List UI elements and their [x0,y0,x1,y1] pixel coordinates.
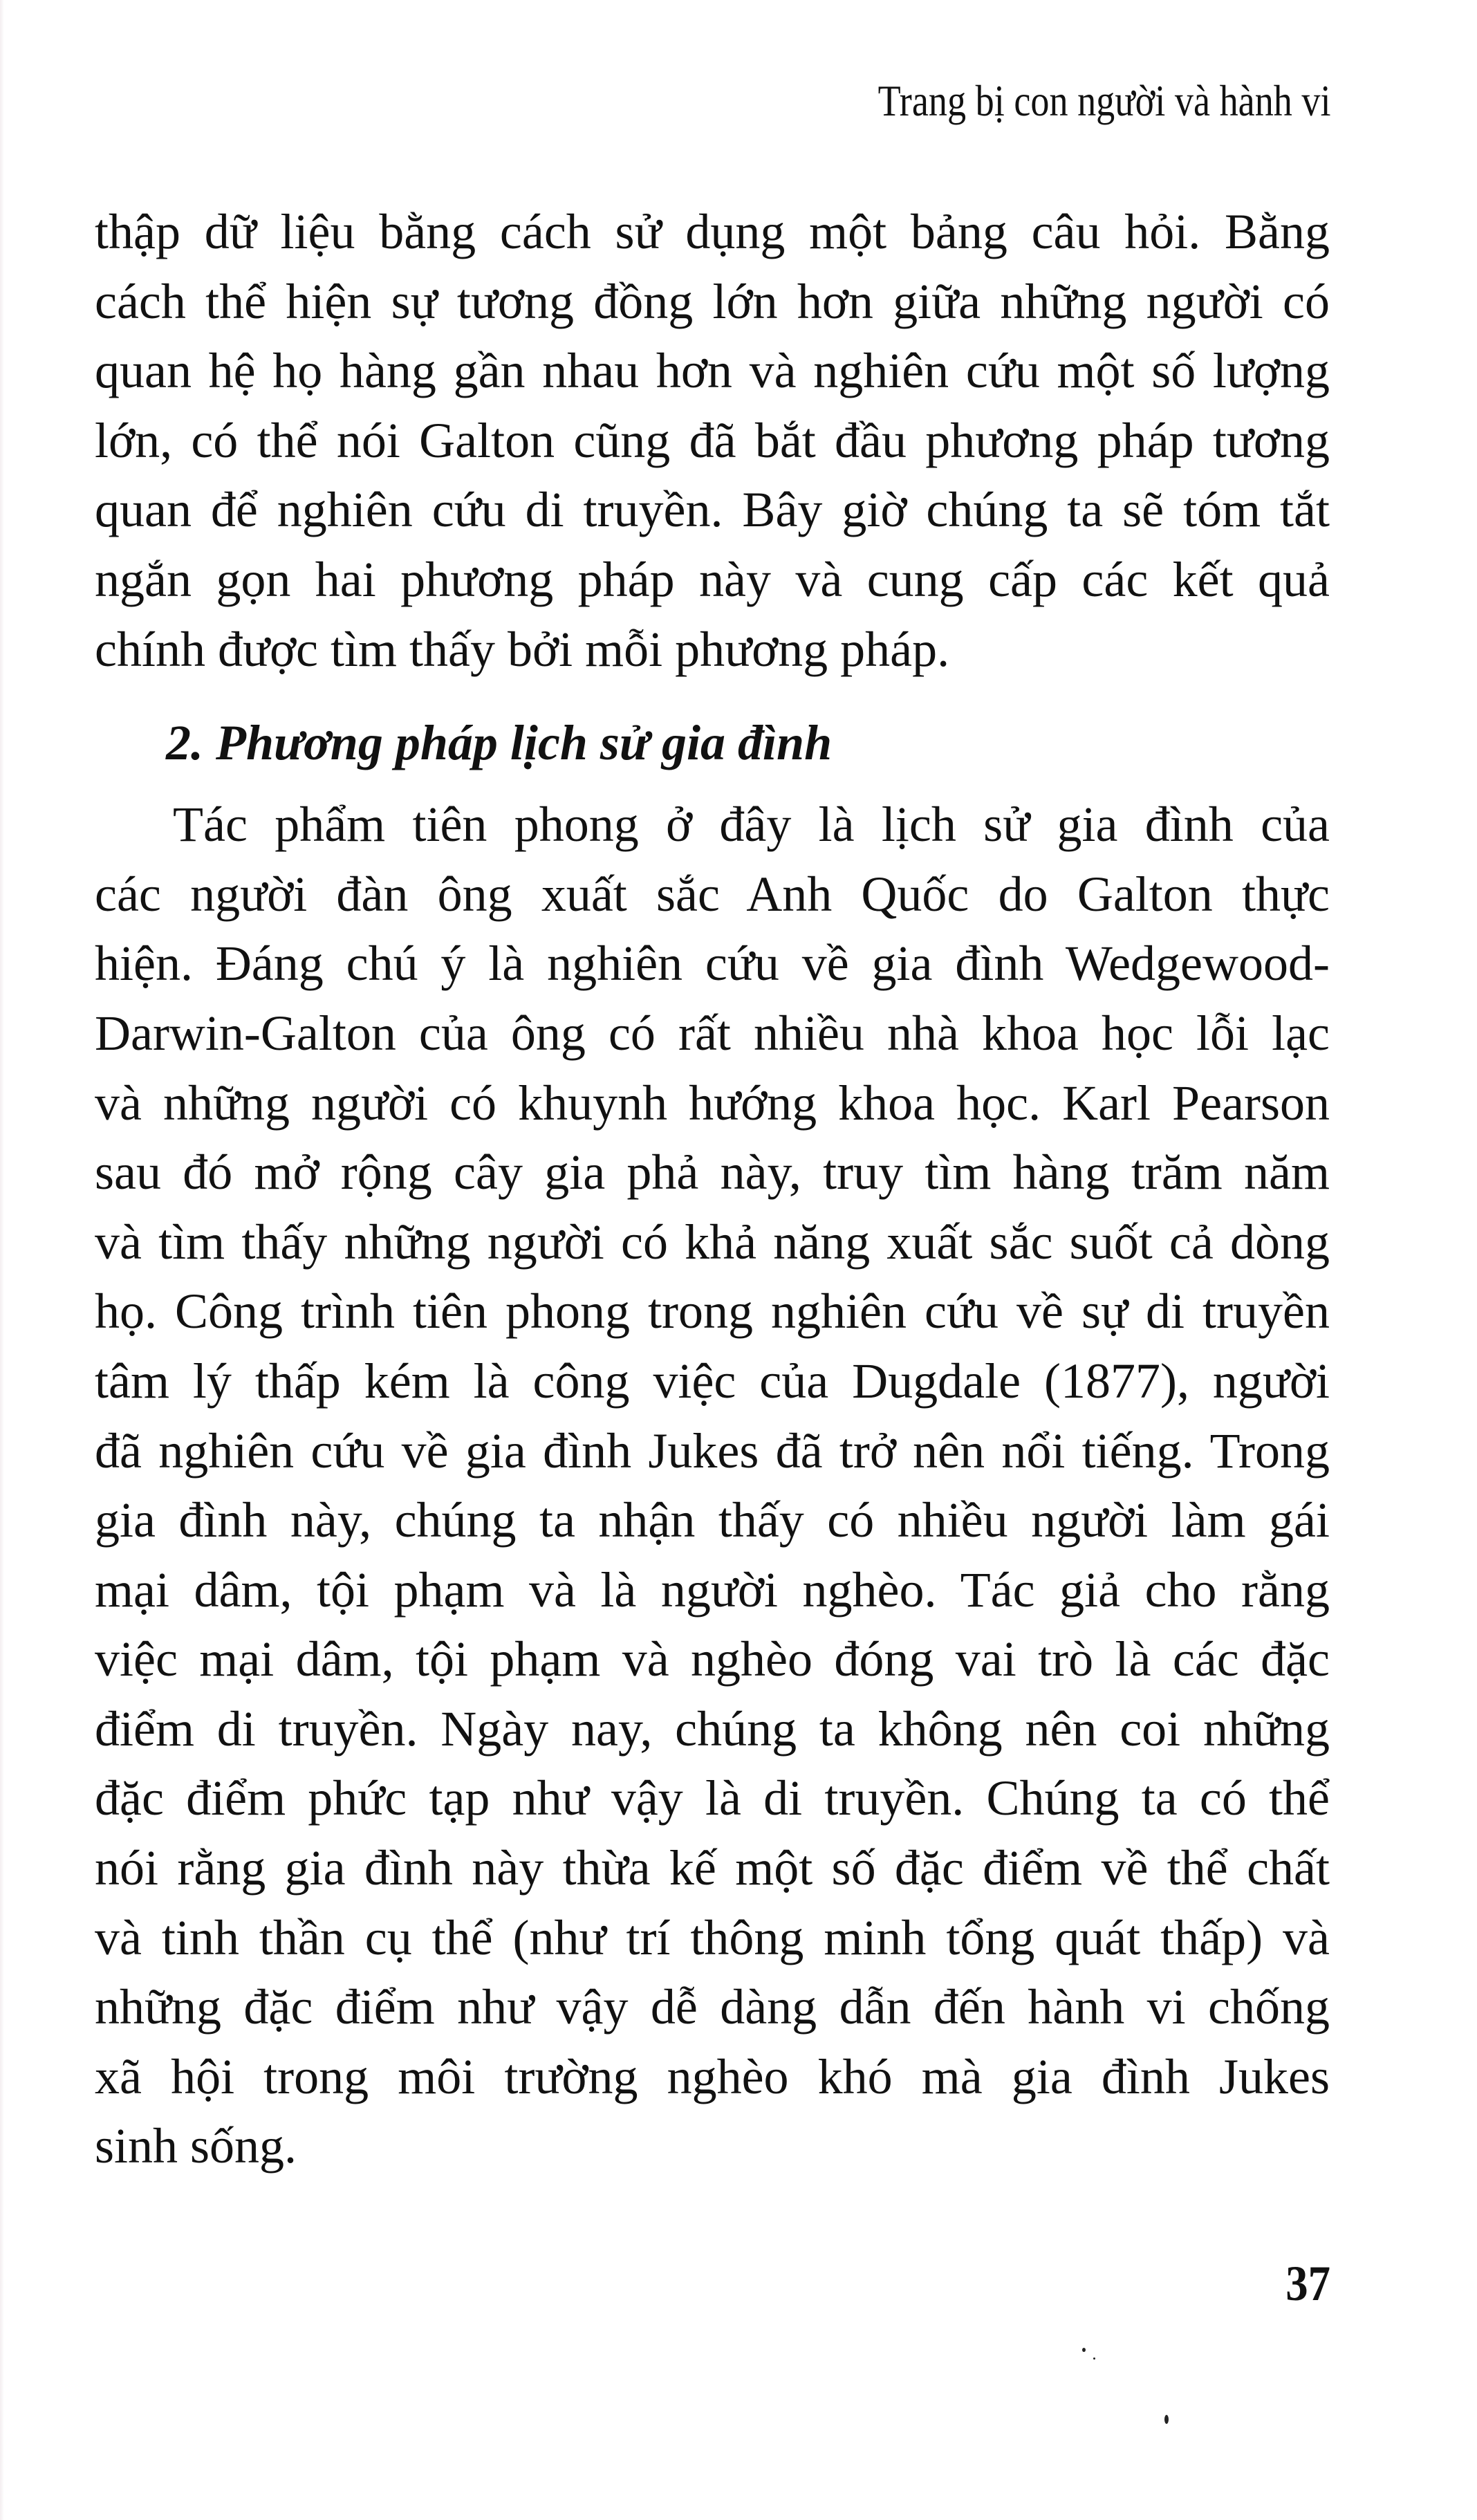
running-header: Trang bị con người và hành vi [878,77,1331,125]
text-line: họ. Công trình tiên phong trong nghiên cứu về sự di truyền [95,1284,1330,1340]
text-line: điểm di truyền. Ngày nay, chúng ta không nên coi những [95,1701,1330,1757]
text-line: hiện. Đáng chú ý là nghiên cứu về gia đình Wedgewood- [95,936,1330,992]
text-line: cách thể hiện sự tương đồng lớn hơn giữa những người có [95,273,1330,329]
scan-speck [1093,2357,1095,2360]
text-line: xã hội trong môi trường nghèo khó mà gia đình Jukes [95,2048,1330,2104]
text-line: lớn, có thể nói Galton cũng đã bắt đầu phương pháp tương [95,412,1330,468]
text-line: quan để nghiên cứu di truyền. Bây giờ chúng ta sẽ tóm tắt [95,482,1330,538]
text-line: và tìm thấy những người có khả năng xuất sắc suốt cả dòng [95,1214,1330,1270]
text-line: quan hệ họ hàng gần nhau hơn và nghiên cứu một số lượng [95,343,1330,399]
body-text [95,197,1330,2181]
text-line: nói rằng gia đình này thừa kế một số đặc điểm về thể chất [95,1840,1330,1896]
text-line: chính được tìm thấy bởi mỗi phương pháp. [95,621,950,677]
text-line: gia đình này, chúng ta nhận thấy có nhiều người làm gái [95,1492,1330,1548]
scan-speck [1164,2415,1169,2424]
scan-speck [1082,2348,1086,2352]
paragraph-1 [95,197,1330,684]
text-line: thập dữ liệu bằng cách sử dụng một bảng câu hỏi. Bằng [95,204,1330,259]
text-line: mại dâm, tội phạm và là người nghèo. Tác giả cho rằng [95,1562,1330,1618]
text-line: tâm lý thấp kém là công việc của Dugdale (1877), người [95,1353,1330,1409]
text-line: và những người có khuynh hướng khoa học. Karl Pearson [95,1075,1330,1131]
text-line: đã nghiên cứu về gia đình Jukes đã trở nên nổi tiếng. Trong [95,1423,1330,1479]
text-line: Darwin-Galton của ông có rất nhiều nhà khoa học lỗi lạc [95,1005,1330,1061]
paragraph-2 [95,790,1330,2181]
text-line: các người đàn ông xuất sắc Anh Quốc do Galton thực [95,866,1330,922]
text-line: và tinh thần cụ thể (như trí thông minh tổng quát thấp) và [95,1909,1330,1965]
text-line: sinh sống. [95,2118,297,2174]
page-edge-shadow [0,0,4,2520]
text-line: ngắn gọn hai phương pháp này và cung cấp các kết quả [95,551,1330,607]
text-line: sau đó mở rộng cây gia phả này, truy tìm hàng trăm năm [95,1145,1330,1201]
text-line: những đặc điểm như vậy dễ dàng dẫn đến hành vi chống [95,1979,1330,2035]
text-line: Tác phẩm tiên phong ở đây là lịch sử gia đình của [173,797,1330,853]
text-line: đặc điểm phức tạp như vậy là di truyền. Chúng ta có thể [95,1770,1330,1826]
text-line: việc mại dâm, tội phạm và nghèo đóng vai trò là các đặc [95,1631,1330,1687]
page-number: 37 [1285,2256,1330,2311]
section-heading: 2. Phương pháp lịch sử gia đình [166,715,833,771]
